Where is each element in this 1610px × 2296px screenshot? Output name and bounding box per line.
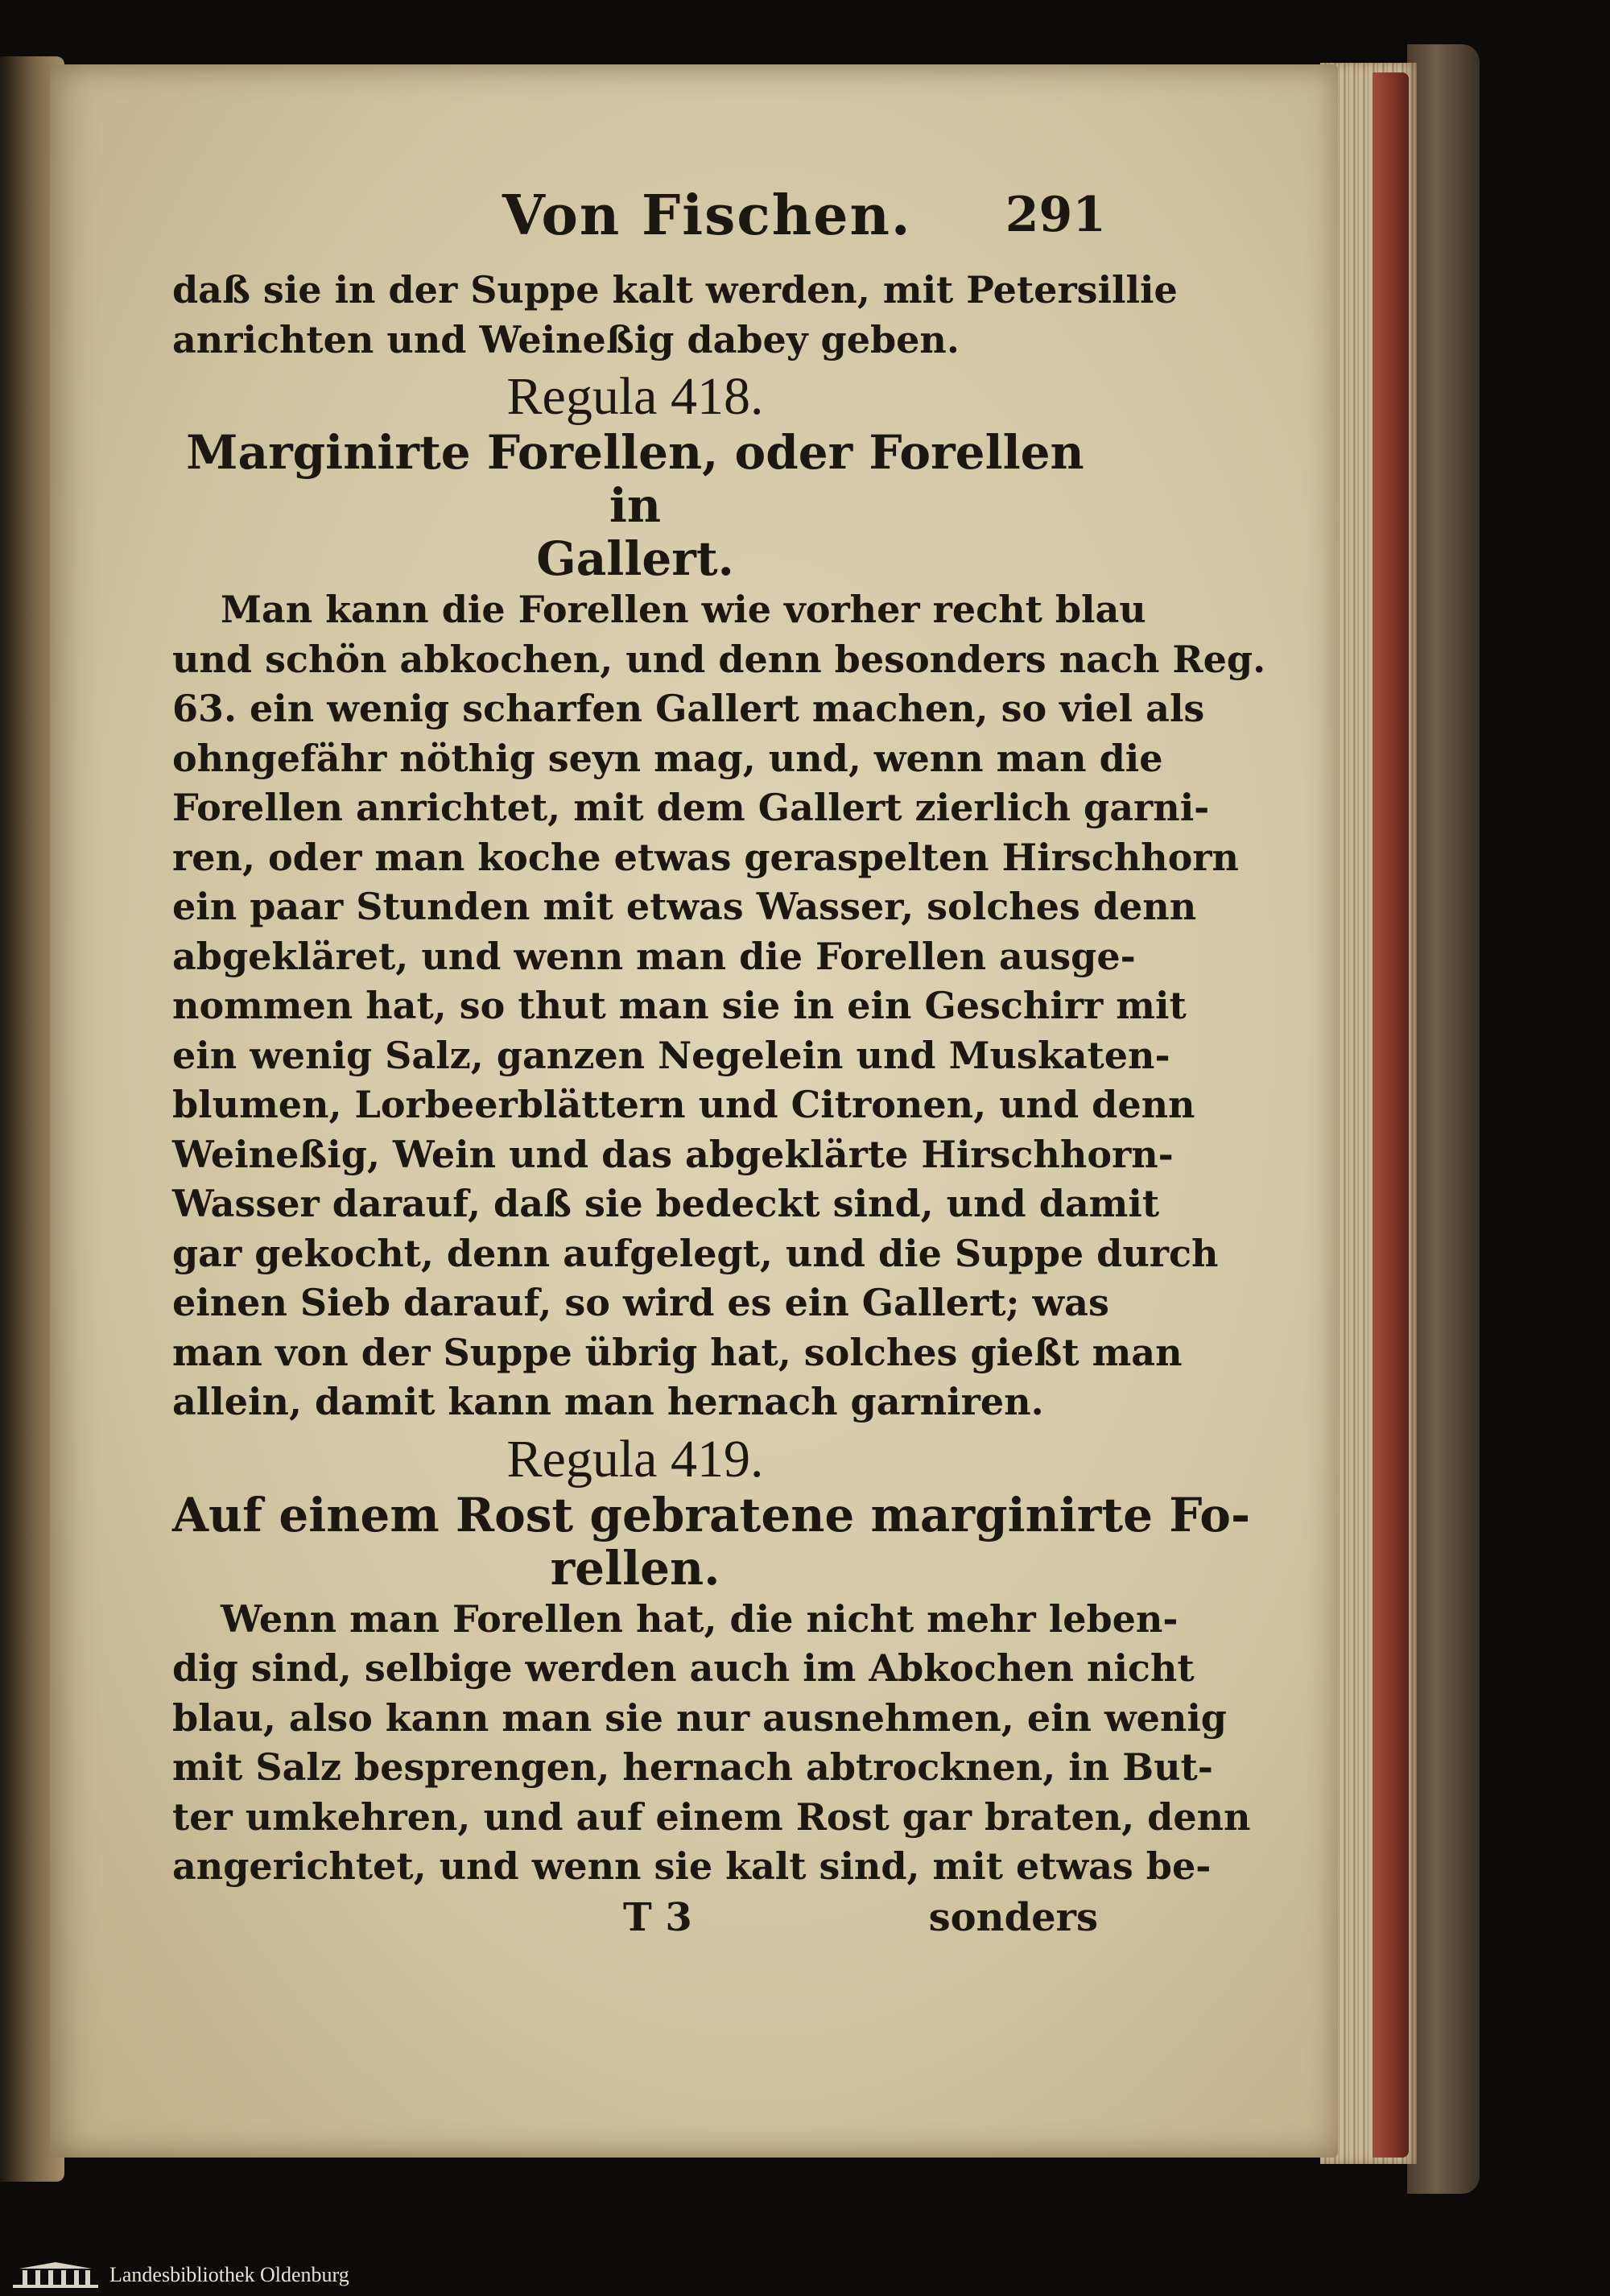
- page-footer: [172, 1895, 1098, 1943]
- book-cover-right: [1407, 44, 1480, 2194]
- page-number: 291: [1005, 187, 1106, 243]
- text-line: allein, damit kann man hernach garniren.: [172, 1380, 1044, 1423]
- section-heading: Gallert.: [536, 531, 734, 586]
- section-heading: Marginirte Forellen, oder Forellen in: [186, 425, 1084, 533]
- text-line: mit Salz besprengen, hernach abtrocknen, in But-: [172, 1745, 1213, 1789]
- text-line: ein paar Stunden mit etwas Wasser, solches denn: [172, 885, 1197, 928]
- text-line: abgekläret, und wenn man die Forellen ausge-: [172, 934, 1136, 978]
- running-title: Von Fischen.: [502, 184, 912, 248]
- text-line: 63. ein wenig scharfen Gallert machen, so viel als: [172, 687, 1205, 730]
- text-line: ren, oder man koche etwas geraspelten Hirschhorn: [172, 835, 1239, 879]
- page-header: [172, 177, 1106, 266]
- regula-number: Regula 418.: [506, 367, 764, 426]
- library-logo-icon: [11, 2261, 100, 2290]
- section-heading: Auf einem Rost gebratene marginirte Fo-: [172, 1487, 1251, 1542]
- text-line: blumen, Lorbeerblättern und Citronen, und denn: [172, 1083, 1195, 1126]
- text-line: Man kann die Forellen wie vorher recht blau: [221, 588, 1146, 631]
- text-line: man von der Suppe übrig hat, solches gießt man: [172, 1330, 1183, 1374]
- text-line: Wenn man Forellen hat, die nicht mehr leben-: [221, 1596, 1179, 1641]
- text-line: angerichtet, und wenn sie kalt sind, mit etwas be-: [172, 1844, 1212, 1888]
- text-line: dig sind, selbige werden auch im Abkochen nicht: [172, 1646, 1195, 1690]
- text-line: und schön abkochen, und denn besonders nach Reg.: [172, 637, 1266, 681]
- text-line: ein wenig Salz, ganzen Negelein und Muskaten-: [172, 1033, 1170, 1077]
- regula-number: Regula 419.: [506, 1429, 764, 1489]
- text-line: ter umkehren, und auf einem Rost gar braten, denn: [172, 1794, 1251, 1839]
- text-line: anrichten und Weineßig dabey geben.: [172, 317, 960, 361]
- library-label: Landesbibliothek Oldenburg: [109, 2263, 349, 2286]
- text-line: gar gekocht, denn aufgelegt, und die Suppe durch: [172, 1231, 1219, 1275]
- section-heading: rellen.: [550, 1540, 720, 1596]
- text-line: ohngefähr nöthig seyn mag, und, wenn man die: [172, 736, 1163, 780]
- text-line: einen Sieb darauf, so wird es ein Gallert; was: [172, 1281, 1109, 1324]
- page-text: [172, 177, 1266, 1943]
- catchword: sonders: [928, 1894, 1098, 1940]
- text-line: Forellen anrichtet, mit dem Gallert zierlich garni-: [172, 786, 1210, 829]
- text-line: nommen hat, so thut man sie in ein Geschirr mit: [172, 984, 1187, 1027]
- red-page-edge: [1373, 72, 1409, 2158]
- text-line: daß sie in der Suppe kalt werden, mit Petersillie: [172, 268, 1178, 312]
- text-line: Weineßig, Wein und das abgeklärte Hirschhorn-: [172, 1132, 1174, 1176]
- text-line: Wasser darauf, daß sie bedeckt sind, und damit: [172, 1182, 1160, 1225]
- signature-mark: T 3: [623, 1894, 692, 1940]
- text-line: blau, also kann man sie nur ausnehmen, ein wenig: [172, 1695, 1227, 1740]
